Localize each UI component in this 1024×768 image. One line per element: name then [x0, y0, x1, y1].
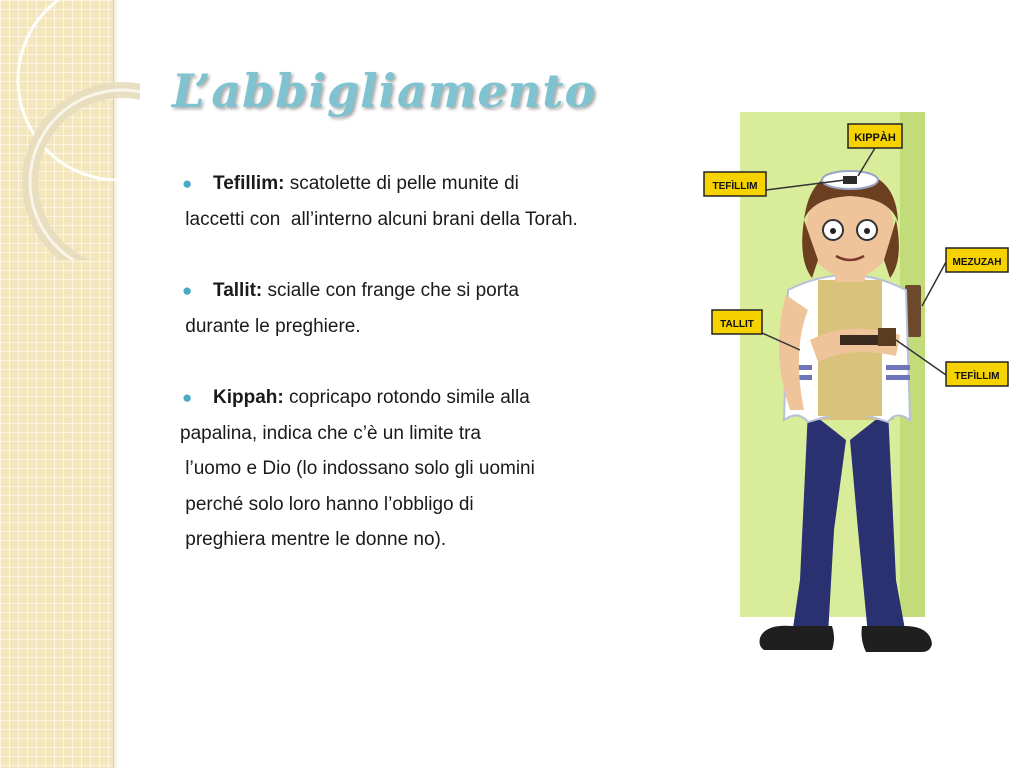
tallit-stripe — [886, 365, 910, 370]
label-tallit-text: TALLIT — [720, 319, 754, 330]
bullet-continuation: papalina, indica che c’è un limite tra — [180, 422, 482, 444]
spacer — [180, 237, 700, 273]
bullet-text: copricapo rotondo simile alla — [283, 387, 530, 408]
bullet-term: Tefillim: — [213, 173, 285, 194]
right-shoe — [862, 626, 933, 652]
label-tefillim-top-text: TEFÌLLIM — [712, 181, 758, 192]
clothing-illustration — [700, 110, 1020, 670]
bullet-tefillim — [180, 166, 700, 202]
left-shoe — [760, 626, 835, 650]
pointer-mezuzah — [922, 262, 946, 306]
bullet-icon: ● — [182, 281, 193, 300]
label-tefillim-bottom — [946, 362, 1008, 386]
label-tallit — [712, 310, 762, 334]
bullet-continuation: l’uomo e Dio (lo indossano solo gli uomini — [180, 458, 535, 479]
label-kippah — [848, 124, 902, 148]
label-tefillim-bottom-text: TEFÌLLIM — [954, 371, 1000, 382]
spacer — [180, 344, 700, 380]
decorative-circles — [0, 0, 140, 260]
bullet-continuation: preghiera mentre le donne no). — [180, 529, 447, 550]
tefillin-arm-box — [878, 328, 896, 346]
slide-title: L’abbigliamento — [172, 64, 597, 118]
bullet-text: scialle con frange che si porta — [262, 280, 519, 301]
bullet-icon: ● — [182, 388, 193, 407]
bullet-continuation: perché solo loro hanno l’obbligo di — [180, 493, 474, 515]
bullet-icon: ● — [182, 174, 193, 193]
bullet-kippah — [180, 380, 700, 416]
label-tefillim-top — [704, 172, 766, 196]
bullet-term: Tallit: — [213, 280, 263, 301]
label-mezuzah-text: MEZUZAH — [952, 257, 1002, 268]
bullet-text: scatolette di pelle munite di — [284, 173, 519, 194]
tefillin-strap — [840, 335, 880, 345]
right-pupil — [864, 228, 870, 234]
tallit-stripe — [886, 375, 910, 380]
bullet-continuation: durante le preghiere. — [180, 315, 361, 337]
bullet-continuation: laccetti con all’interno alcuni brani della Torah. — [180, 208, 578, 230]
bullet-tallit — [180, 273, 700, 309]
tefillin-head-box — [843, 176, 857, 184]
left-pupil — [830, 228, 836, 234]
label-kippah-text: KIPPÀH — [854, 132, 896, 144]
label-mezuzah — [946, 248, 1008, 272]
bullet-term: Kippah: — [213, 387, 284, 408]
bullet-list — [180, 166, 700, 558]
